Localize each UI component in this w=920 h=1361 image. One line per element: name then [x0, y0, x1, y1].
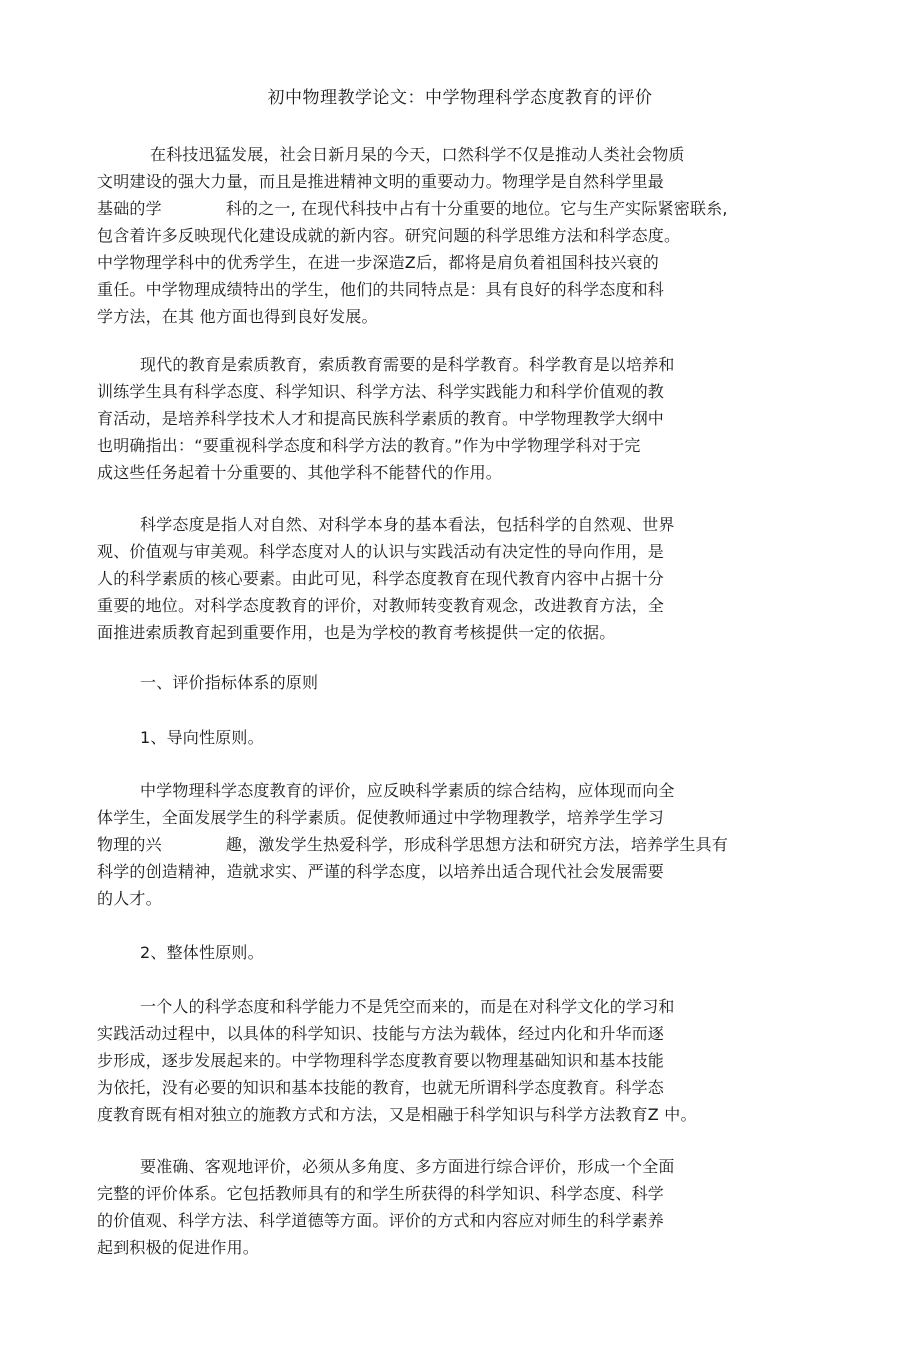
subsection-heading-2: 2、整体性原则。 — [140, 943, 264, 962]
p2-line-3: 育活动，是培养科学技术人才和提高民族科学素质的教育。中学物理教学大纲中 — [97, 409, 665, 428]
p1-line-3-part-2: 科的之一, 在现代科技中占有十分重要的地位。它与生产实际紧密联糸, — [225, 199, 728, 218]
p4-line-1: 中学物理科学态度教育的评价，应反映科学素质的综合结构，应体现而向全 — [140, 781, 675, 800]
p2-line-4: 也明确指出：“要重视科学态度和科学方法的教育。”作为中学物理学科对于完 — [97, 436, 641, 455]
document-title: 初中物理教学论文：中学物理科学态度教育的评价 — [267, 88, 653, 108]
p4-line-4: 科学的创造精神，造就求实、严谨的科学态度，以培养出适合现代社会发展需要 — [97, 862, 665, 881]
p4-line-5: 的人才。 — [97, 889, 162, 908]
p3-line-1: 科学态度是指人对自然、对科学本身的基本看法，包括科学的自然观、世界 — [140, 515, 675, 534]
p3-line-4: 重要的地位。对科学态度教育的评价，对教师转变教育观念，改进教育方法，全 — [97, 596, 665, 615]
p1-line-3-part-1: 基础的学 — [97, 199, 162, 218]
p5-line-3: 步形成，逐步发展起来的。中学物理科学态度教育要以物理基础知识和基本技能 — [97, 1051, 665, 1070]
p1-line-2: 文明建设的强大力量，而且是推进精神文明的重要动力。物理学是自然科学里最 — [97, 172, 665, 191]
p6-line-2: 完整的评价体系。它包括教师具有的和学生所获得的科学知识、科学态度、科学 — [97, 1184, 665, 1203]
p4-line-3 — [97, 833, 728, 857]
p5-line-4: 为依托，没有必要的知识和基本技能的教育，也就无所谓科学态度教育。科学态 — [97, 1078, 665, 1097]
p1-line-4: 包含着许多反映现代化建设成就的新内容。研究问题的科学思维方法和科学态度。 — [97, 226, 681, 245]
section-heading: 一、评价指标体系的原则 — [140, 673, 319, 692]
p6-line-3: 的价值观、科学方法、科学道德等方面。评价的方式和内容应对师生的科学素养 — [97, 1211, 665, 1230]
p5-line-1: 一个人的科学态度和科学能力不是凭空而来的，而是在对科学文化的学习和 — [140, 997, 675, 1016]
subsection-heading-1: 1、导向性原则。 — [140, 728, 264, 747]
p3-line-2: 观、价值观与审美观。科学态度对人的认识与实践活动有决定性的导向作用，是 — [97, 542, 665, 561]
p1-line-1: 在科技迅猛发展，社会日新月杲的今天，口然科学不仅是推动人类社会物质 — [150, 145, 685, 164]
p2-line-2: 训练学生具有科学态度、科学知识、科学方法、科学实践能力和科学价值观的教 — [97, 382, 665, 401]
p2-line-5: 成这些任务起着十分重要的、其他学科不能替代的作用。 — [97, 463, 503, 482]
p4-line-3-part-2: 趣，激发学生热爱科学，形成科学思想方法和研究方法，培养学生具有 — [225, 835, 729, 854]
p6-line-4: 起到积极的促进作用。 — [97, 1238, 260, 1257]
p1-line-5: 中学物理学科中的优秀学生，在进一步深造Z后，都将是肩负着祖国科技兴衰的 — [97, 253, 659, 272]
p2-line-1: 现代的教育是索质教育，索质教育需要的是科学教育。科学教育是以培养和 — [140, 355, 675, 374]
p5-line-2: 实践活动过程中，以具体的科学知识、技能与方法为载体，经过内化和升华而逐 — [97, 1024, 665, 1043]
p3-line-3: 人的科学素质的核心要素。由此可见，科学态度教育在现代教育内容中占据十分 — [97, 569, 665, 588]
p4-line-2: 体学生，全面发展学生的科学素质。促使教师通过中学物理教学，培养学生学习 — [97, 808, 665, 827]
p4-line-3-part-1: 物理的兴 — [97, 835, 162, 854]
p3-line-5: 面推进索质教育起到重要作用，也是为学校的教育考核提供一定的依据。 — [97, 623, 616, 642]
p5-line-5: 度教育既有相对独立的施教方式和方法，又是相融于科学知识与科学方法教育Z 中。 — [97, 1105, 697, 1124]
p1-line-3 — [97, 197, 728, 221]
p1-line-6: 重任。中学物理成绩特出的学生，他们的共同特点是：具有良好的科学态度和科 — [97, 280, 665, 299]
p1-line-7: 学方法，在其 他方面也得到良好发展。 — [97, 307, 378, 326]
p6-line-1: 要准确、客观地评价，必须从多角度、多方面进行综合评价，形成一个全面 — [140, 1157, 675, 1176]
